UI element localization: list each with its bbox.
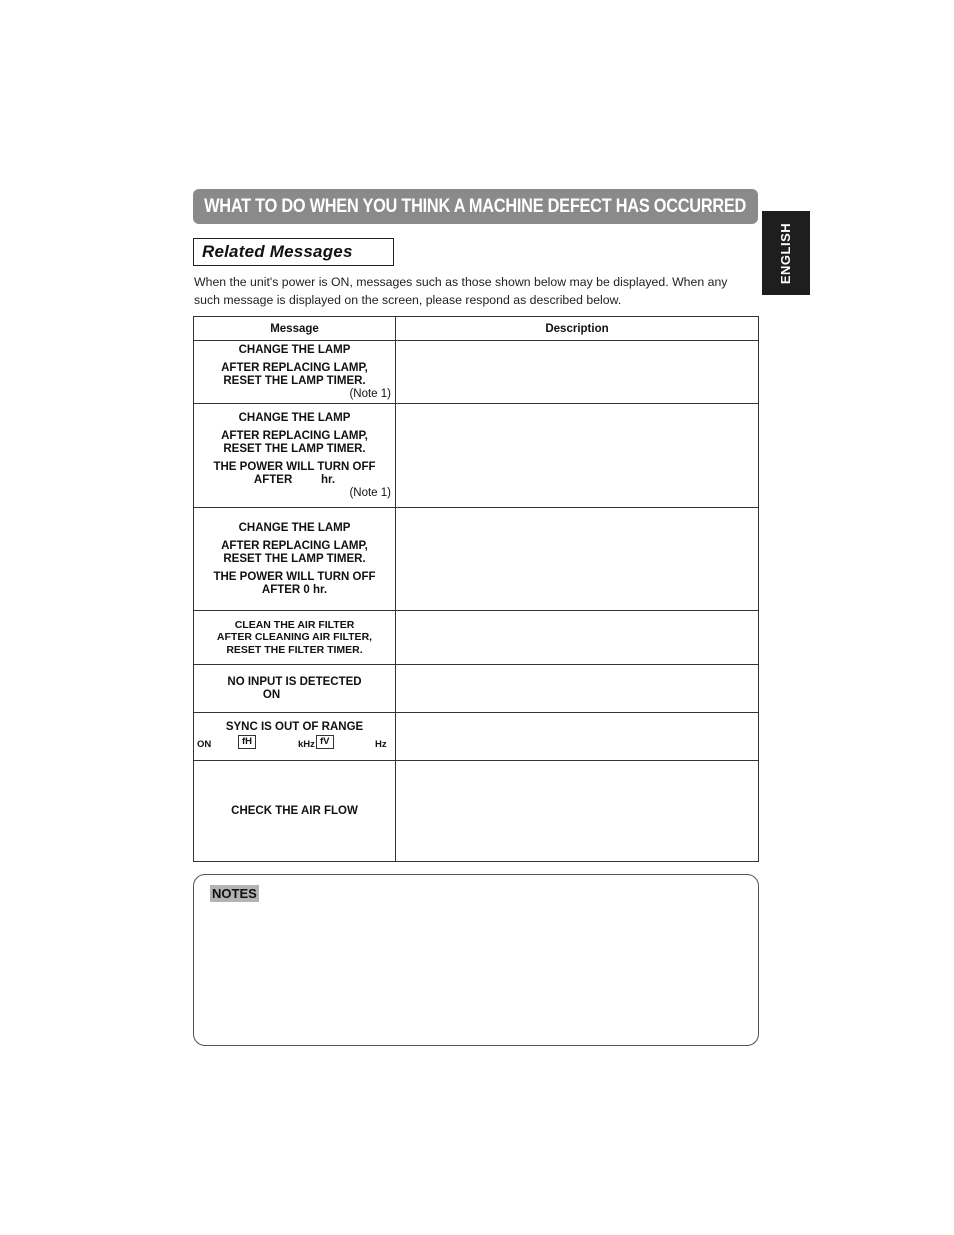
message-line: AFTER REPLACING LAMP, [221, 429, 368, 442]
message-line: SYNC IS OUT OF RANGE [225, 721, 364, 733]
khz-unit: kHz [298, 739, 315, 750]
table-row [194, 665, 759, 713]
table-header-row [194, 317, 759, 341]
message-line: CLEAN THE AIR FILTER [234, 618, 355, 631]
description-cell [396, 665, 759, 713]
table-row [194, 611, 759, 665]
table-row [194, 341, 759, 404]
column-header-message: Message [194, 317, 396, 341]
table-row [194, 404, 759, 508]
intro-paragraph: When the unit's power is ON, messages such as those shown below may be displayed. When any such message is displayed on the screen, please respond as described below. [194, 275, 728, 307]
message-line: AFTER REPLACING LAMP, [221, 539, 368, 552]
message-line: CHECK THE AIR FLOW [231, 804, 358, 817]
message-line: CHANGE THE LAMP [238, 411, 351, 424]
notes-label: NOTES [212, 886, 257, 901]
description-cell [396, 404, 759, 508]
message-line: THE POWER WILL TURN OFF [213, 460, 376, 473]
column-header-description: Description [396, 317, 759, 341]
banner-title: WHAT TO DO WHEN YOU THINK A MACHINE DEFECT HAS OCCURRED [204, 195, 747, 217]
note-reference: (Note 1) [349, 486, 391, 499]
message-line: RESET THE LAMP TIMER. [223, 552, 366, 565]
fh-label: fH [238, 735, 256, 749]
message-line: RESET THE LAMP TIMER. [223, 374, 366, 387]
message-line: ON [262, 688, 281, 701]
message-line: CHANGE THE LAMP [238, 343, 351, 356]
message-cell [194, 404, 396, 508]
message-cell [194, 713, 396, 761]
notes-box [193, 874, 759, 1046]
message-line: RESET THE LAMP TIMER. [223, 442, 366, 455]
description-cell [396, 341, 759, 404]
message-line: THE POWER WILL TURN OFF [213, 570, 376, 583]
message-line: AFTER CLEANING AIR FILTER, [216, 631, 373, 644]
fv-label: fV [316, 735, 334, 749]
description-cell [396, 508, 759, 611]
message-cell [194, 665, 396, 713]
language-tab-label: ENGLISH [778, 222, 794, 284]
messages-table [193, 316, 759, 862]
sync-readout [194, 734, 395, 752]
message-cell [194, 611, 396, 665]
message-line: AFTER 0 hr. [261, 583, 328, 596]
message-cell [194, 508, 396, 611]
message-line: AFTER hr. [253, 473, 336, 486]
description-cell [396, 761, 759, 862]
hz-unit: Hz [375, 739, 387, 750]
description-cell [396, 611, 759, 665]
table-row [194, 761, 759, 862]
sync-on-label: ON [197, 739, 212, 750]
table-row [194, 713, 759, 761]
section-heading-text: Related Messages [202, 242, 353, 261]
description-cell [396, 713, 759, 761]
message-line: NO INPUT IS DETECTED [227, 675, 362, 688]
message-line: AFTER REPLACING LAMP, [221, 361, 368, 374]
message-line: CHANGE THE LAMP [238, 521, 351, 534]
table-row [194, 508, 759, 611]
message-line: RESET THE FILTER TIMER. [226, 643, 363, 656]
section-banner [193, 189, 758, 224]
message-cell [194, 341, 396, 404]
message-cell [194, 761, 396, 862]
language-tab [762, 211, 810, 295]
note-reference: (Note 1) [349, 387, 391, 400]
section-heading [193, 238, 394, 266]
